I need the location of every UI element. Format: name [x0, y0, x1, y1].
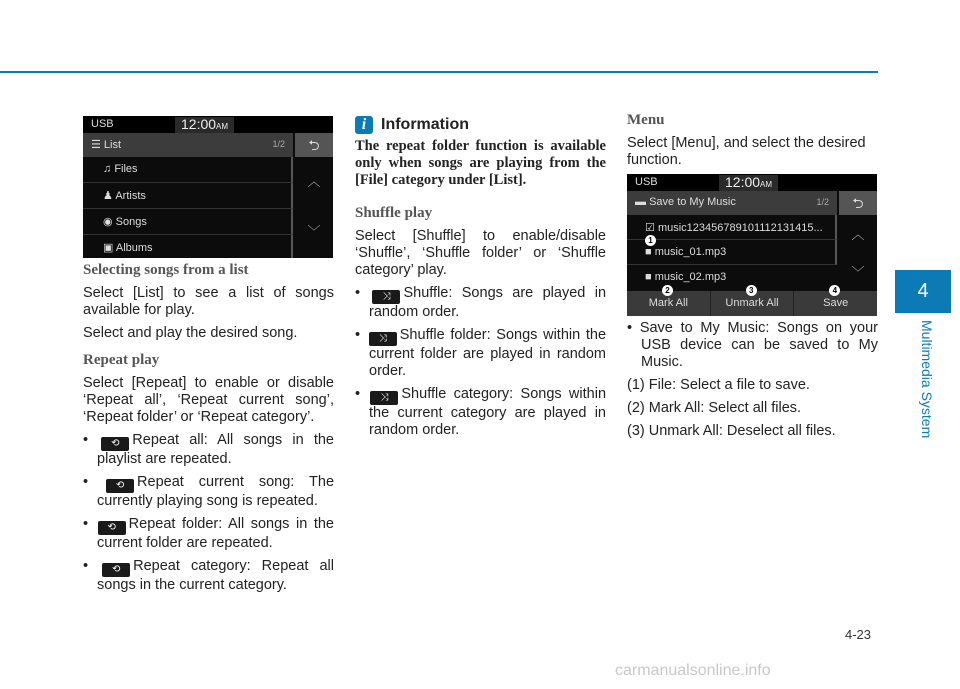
list-item-files[interactable]: ♫ Files	[83, 157, 293, 183]
list-item: (1) File: Select a file to save.	[627, 377, 810, 393]
repeat-all-icon: ⟲	[101, 437, 129, 451]
chapter-tab: 4	[895, 270, 951, 313]
info-title-row: i Information	[355, 116, 606, 134]
list-item-songs[interactable]: ◉ Songs	[83, 209, 293, 235]
file-row[interactable]: ■ music_02.mp3	[645, 271, 727, 283]
mark-all-button[interactable]: 2 Mark All	[627, 291, 711, 316]
file-row[interactable]: ☑ music123456789101112131415... 1	[627, 215, 837, 240]
list-item: (3) Unmark All: Deselect all files.	[627, 423, 836, 439]
section-heading: Repeat play	[83, 352, 160, 368]
back-arrow-icon[interactable]: ⮌	[839, 191, 877, 215]
scroll-up-icon[interactable]: ︿	[851, 227, 865, 242]
figure-caption: Selecting songs from a list	[83, 262, 249, 278]
list-header: ☰ List 1/2	[83, 133, 293, 157]
file-row[interactable]: ■ music_01.mp3	[627, 240, 837, 265]
checkbox[interactable]: ■	[645, 246, 652, 258]
repeat-category-icon: ⟲	[102, 563, 130, 577]
paragraph: Select [List] to see a list of songs available for play.	[83, 285, 334, 318]
callout-1: 1	[645, 235, 656, 246]
repeat-folder-icon: ⟲	[98, 521, 126, 535]
section-heading: Menu	[627, 112, 665, 128]
person-icon: ♟	[103, 190, 113, 202]
section-heading: Shuffle play	[355, 205, 433, 221]
repeat-one-icon: ⟲	[106, 479, 134, 493]
music-note-icon: ♫	[103, 163, 112, 175]
list-screen	[83, 116, 333, 258]
checkbox[interactable]: ■	[645, 271, 652, 283]
action-bar	[627, 286, 877, 316]
list-item: (2) Mark All: Select all files.	[627, 400, 802, 416]
shuffle-category-icon: ⤨	[370, 391, 398, 405]
song-icon: ◉	[103, 216, 113, 228]
shuffle-icon: ⤨	[372, 290, 400, 304]
bullet-item: • ⟲ Repeat folder: All songs in the current folder are repeated.	[83, 516, 335, 551]
shuffle-folder-icon: ⤨	[369, 332, 397, 346]
scroll-down-icon[interactable]: ﹀	[851, 265, 865, 280]
paragraph: Select [Menu], and select the desired function.	[627, 135, 866, 168]
bullet-item: • ⤨ Shuffle category: Songs within the current category are played in random order.	[355, 386, 607, 438]
bullet-item: • ⟲ Repeat category: Repeat all songs in the current category.	[83, 558, 334, 593]
back-arrow-icon[interactable]: ⮌	[295, 133, 333, 157]
checkbox-checked[interactable]: ☑	[645, 222, 655, 234]
paragraph: Select [Repeat] to enable or disable ‘Repeat all’, ‘Repeat current song’, ‘Repeat folder’ or ‘Repeat category’.	[83, 375, 334, 425]
bullet-item: • ⟲ Repeat current song: The currently playing song is repeated.	[83, 474, 335, 509]
bullet-item: • ⤨ Shuffle folder: Songs within the current folder are played in random order.	[355, 327, 607, 379]
list-item-artists[interactable]: ♟ Artists	[83, 183, 293, 209]
unmark-all-button[interactable]: 3 Unmark All	[711, 291, 795, 316]
save-screen: USB 12:00AM ▬ Save to My Music 1/2 ⮌ ︿ ﹀ ☑ music123456789101112131415... 1 ■ music_01.mp3 ■ music_02.mp3 2 Mark All 3 Unmark All 4 Save	[627, 174, 877, 316]
info-text: The repeat folder function is available only when songs are playing from the [File] category under [List].	[355, 138, 606, 188]
list-item-albums[interactable]: ▣ Albums	[83, 235, 293, 258]
info-icon: i	[355, 116, 373, 134]
album-icon: ▣	[103, 242, 114, 254]
bullet-item: • ⟲ Repeat all: All songs in the playlist are repeated.	[83, 432, 334, 467]
save-header: ▬ Save to My Music 1/2	[627, 191, 837, 215]
paragraph: Select [Shuffle] to enable/disable ‘Shuffle’, ‘Shuffle folder’ or ‘Shuffle category’ play.	[355, 228, 606, 278]
scroll-up-icon[interactable]: ︿	[307, 174, 321, 189]
scroll-down-icon[interactable]: ﹀	[307, 224, 321, 239]
watermark: carmanualsonline.info	[615, 662, 771, 679]
paragraph: Select and play the desired song.	[83, 325, 298, 341]
clock: 12:00AM	[175, 117, 234, 134]
header-rule	[0, 71, 878, 73]
bullet-item: • ⤨ Shuffle: Songs are played in random order.	[355, 285, 607, 320]
source-label: USB	[91, 118, 114, 130]
chapter-label: Multimedia System	[919, 320, 935, 439]
page-number: 4-23	[845, 627, 872, 642]
save-button[interactable]: 4 Save	[823, 286, 849, 309]
bullet-item: • Save to My Music: Songs on your USB device can be saved to My Music.	[627, 320, 878, 370]
